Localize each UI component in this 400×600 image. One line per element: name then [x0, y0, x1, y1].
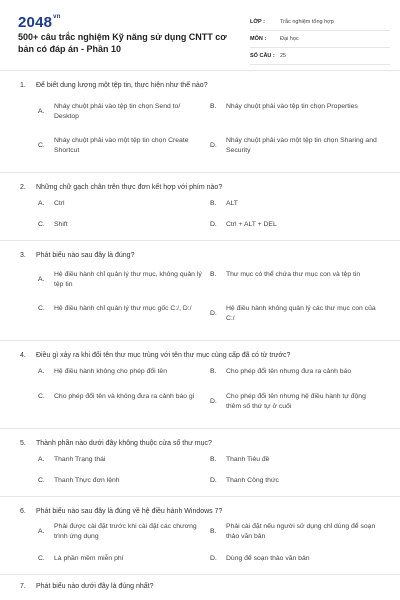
option-d[interactable]: D. Ctrl + ALT + DEL [210, 221, 277, 228]
question-text: 5. Thành phần nào dưới đây không thuộc cửa sổ thư mục? [20, 440, 212, 447]
header [0, 0, 400, 71]
question-4 [0, 340, 400, 429]
option-d[interactable]: D. Dùng để soạn thảo văn bản [210, 555, 310, 562]
option-b[interactable]: B. Nháy chuột phải vào tệp tin chọn Properties [210, 103, 358, 110]
option-c[interactable]: C. Nháy chuột phải vào một tệp tin chọn Create Shortcut [38, 137, 189, 154]
option-c[interactable]: C. Hệ điều hành chỉ quản lý thư mục gốc C:/, D:/ [38, 305, 192, 312]
option-a[interactable]: A. Hệ điều hành chỉ quản lý thư mục, không quản lý tệp tin [38, 271, 202, 288]
option-b[interactable]: B. Cho phép đổi tên nhưng đưa ra cảnh báo [210, 368, 352, 375]
question-text: 1. Để biết dung lượng một tệp tin, thực hiện như thế nào? [20, 82, 208, 89]
option-a[interactable]: A. Nháy chuột phải vào tệp tin chọn Send to/ Desktop [38, 103, 181, 120]
option-a[interactable]: A. Ctrl [38, 200, 65, 207]
option-a[interactable]: A. Thanh Trạng thái [38, 456, 106, 463]
option-d[interactable]: D. Cho phép đổi tên nhưng hệ điều hành tự động thêm số thứ tự ở cuối [210, 393, 366, 410]
meta-info [250, 14, 390, 65]
meta-row-class [250, 14, 390, 31]
question-text: 3. Phát biểu nào sau đây là đúng? [20, 252, 135, 259]
option-b[interactable]: B. Thanh Tiêu đề [210, 456, 270, 463]
question-1 [0, 70, 400, 173]
option-c[interactable]: C. Là phần mềm miễn phí [38, 555, 124, 562]
question-text: 2. Những chữ gạch chân trên thực đơn kết hợp với phím nào? [20, 184, 223, 191]
question-5 [0, 428, 400, 497]
logo-suffix: vn [53, 14, 61, 20]
option-b[interactable]: B. Phải cài đặt nếu người sử dụng chỉ dùng để soạn thảo văn bản [210, 523, 376, 540]
meta-row-subject [250, 31, 390, 48]
meta-value: 25 [280, 53, 287, 59]
option-c[interactable]: C. Shift [38, 221, 68, 228]
option-b[interactable]: B. ALT [210, 200, 238, 207]
question-7 [0, 574, 400, 600]
option-a[interactable]: A. Hệ điều hành không cho phép đổi tên [38, 368, 167, 375]
option-c[interactable]: C. Thanh Thực đơn lệnh [38, 477, 120, 484]
question-3 [0, 240, 400, 341]
option-c[interactable]: C. Cho phép đổi tên và không đưa ra cảnh báo gì [38, 393, 195, 400]
option-d[interactable]: D. Nháy chuột phải vào một tệp tin chọn Sharing and Security [210, 137, 377, 154]
meta-value: Trắc nghiệm tổng hợp [280, 19, 334, 25]
option-d[interactable]: D. Thanh Công thức [210, 477, 279, 484]
option-b[interactable]: B. Thư mục có thể chứa thư mục con và tệp tin [210, 271, 361, 278]
meta-key: LỚP : [250, 19, 265, 25]
site-logo[interactable]: $2048^{vn}$ [18, 14, 61, 31]
question-text: 6. Phát biểu nào sau đây là đúng về hệ điều hành Windows 7? [20, 508, 223, 515]
option-a[interactable]: A. Phải được cài đặt trước khi cài đặt các chương trình ứng dụng [38, 523, 197, 540]
page-title: 500+ câu trắc nghiệm Kỹ năng sử dụng CNTT cơ bản có đáp án - Phần 10 [18, 32, 227, 54]
question-6 [0, 496, 400, 575]
question-2 [0, 172, 400, 241]
question-text: 7. Phát biểu nào dưới đây là đúng nhất? [20, 583, 154, 590]
meta-key: SỐ CÂU : [250, 53, 275, 59]
question-text: 4. Điều gì xảy ra khi đổi tên thư mục trùng với tên thư mục cùng cấp đã có từ trước? [20, 352, 291, 359]
meta-value: Đại học [280, 36, 299, 42]
meta-key: MÔN : [250, 36, 267, 42]
meta-row-count [250, 48, 390, 65]
option-d[interactable]: D. Hệ điều hành không quản lý các thư mục con của C:/ [210, 305, 376, 322]
